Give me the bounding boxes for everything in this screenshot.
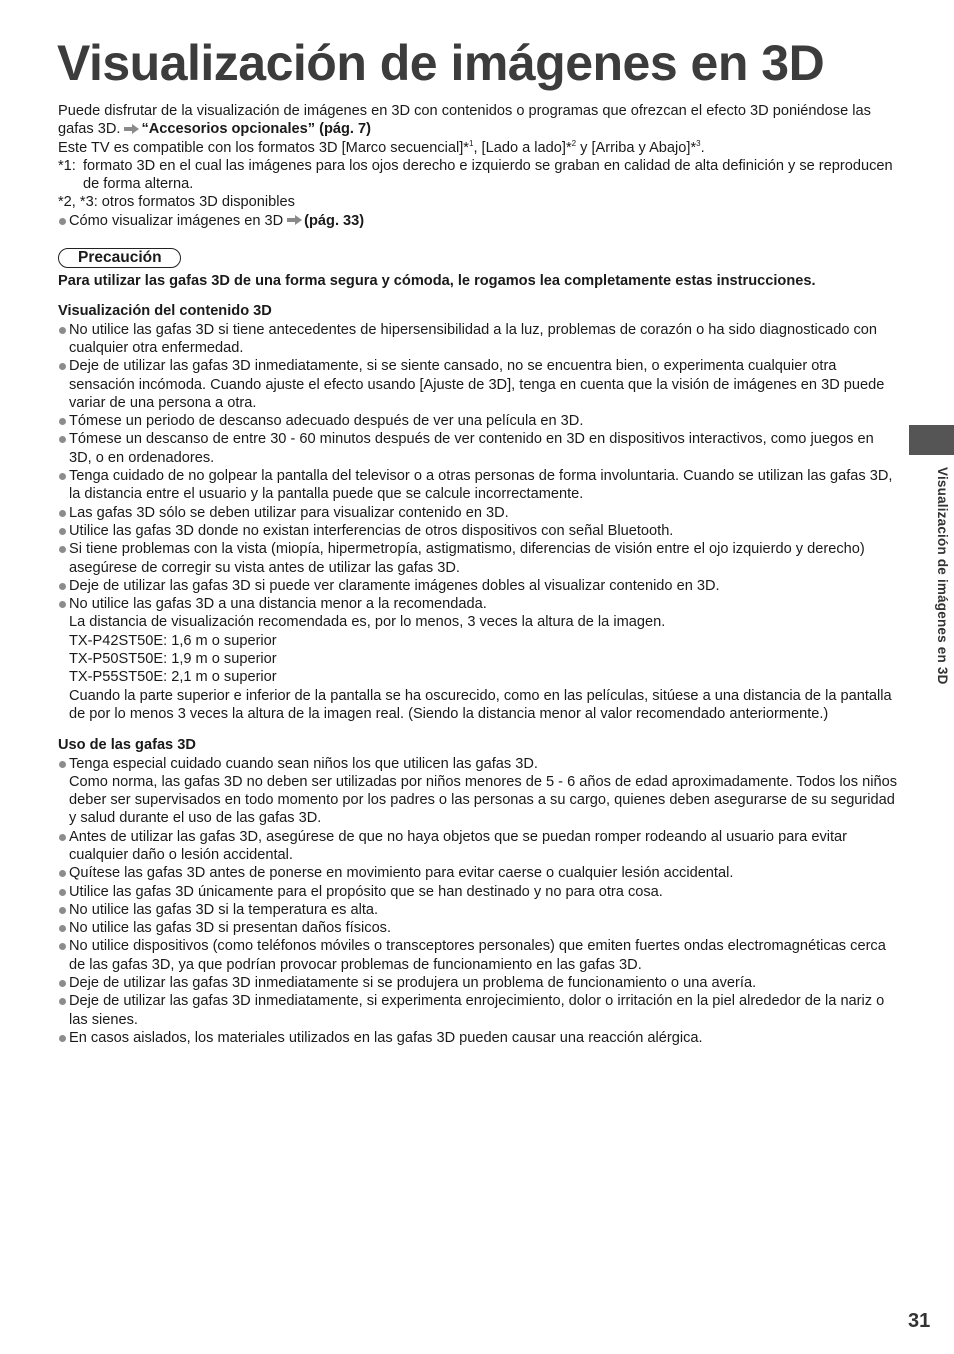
- footnote-ref-1: 1: [468, 138, 474, 148]
- list-item: Las gafas 3D sólo se deben utilizar para visualizar contenido en 3D.: [58, 504, 900, 522]
- distance-note: La distancia de visualización recomendada es, por lo menos, 3 veces la altura de la imagen.: [69, 614, 666, 631]
- list-item: Quítese las gafas 3D antes de ponerse en movimiento para evitar caerse o cualquier lesión accidental.: [58, 864, 900, 882]
- precaution-badge: Precaución: [58, 248, 181, 268]
- bullet-icon: [58, 522, 69, 540]
- footnote-text: formato 3D en el cual las imágenes para los ojos derecho e izquierdo se graban en calidad de alta definición y se reproducen de forma alterna.: [83, 157, 893, 193]
- children-note: Como norma, las gafas 3D no deben ser utilizadas por niños menores de 5 - 6 años de edad aproximadamente. Todos los niños deber ser supervisados en todo momento por los padres o las personas a su cargo, quienes deben asegurarse de su seguridad y salud durante el uso de las gafas 3D.: [69, 773, 898, 827]
- bullet-icon: [58, 467, 69, 504]
- footnote-ref-2: 2: [571, 138, 577, 148]
- section-tab: [909, 425, 954, 455]
- page-title: Visualización de imágenes en 3D: [57, 35, 825, 91]
- list-item: Si tiene problemas con la vista (miopía, hipermetropía, astigmatismo, diferencias de visión entre el ojo izquierdo y derecho) asegúrese de corregir su vista antes de utilizar las gafas 3D.: [58, 540, 900, 577]
- howto-page-link[interactable]: (pág. 33): [304, 212, 365, 229]
- bullet-icon: [58, 864, 69, 882]
- howto-text: Cómo visualizar imágenes en 3D: [69, 212, 284, 229]
- bullet-icon: [58, 577, 69, 595]
- footnote-mark: *1:: [58, 157, 76, 174]
- format-text-c: y [Arriba y Abajo]*: [576, 139, 697, 156]
- list-item: Tómese un periodo de descanso adecuado después de ver una película en 3D.: [58, 412, 900, 430]
- list-item: Utilice las gafas 3D donde no existan interferencias de otros dispositivos con señal Bluetooth.: [58, 522, 900, 540]
- footnote-1: [58, 157, 900, 194]
- list-item: Deje de utilizar las gafas 3D inmediatamente si se produjera un problema de funcionamiento o una avería.: [58, 974, 900, 992]
- list-item: Tenga especial cuidado cuando sean niños los que utilicen las gafas 3D.: [58, 755, 900, 773]
- format-text-b: , [Lado a lado]*: [473, 139, 572, 156]
- list-item: No utilice las gafas 3D si tiene antecedentes de hipersensibilidad a la luz, problemas de corazón o ha sido diagnosticado con cualquier otra enfermedad.: [58, 321, 900, 358]
- bullet-icon: [58, 540, 69, 577]
- bullet-icon: [58, 974, 69, 992]
- bullet-icon: [58, 992, 69, 1029]
- bullet-icon: [58, 1029, 69, 1047]
- bullet-icon: [58, 321, 69, 358]
- intro-text: Puede disfrutar de la visualización de imágenes en 3D con contenidos o programas que ofrezcan el efecto 3D poniéndose las gafas 3D.: [58, 103, 871, 138]
- list-item: Tenga cuidado de no golpear la pantalla del televisor o a otras personas de forma involuntaria. Cuando se utilizan las gafas 3D, la distancia entre el usuario y la pantalla puede que se calcule incorrectamente.: [58, 467, 900, 504]
- bullet-icon: [58, 357, 69, 412]
- list-item: Antes de utilizar las gafas 3D, asegúrese de que no haya objetos que se puedan romper rodeando al usuario para evitar cualquier daño o lesión accidental.: [58, 828, 900, 865]
- list-item: No utilice las gafas 3D a una distancia menor a la recomendada.: [58, 595, 900, 613]
- howto-item: [58, 212, 900, 230]
- bullet-icon: [58, 883, 69, 901]
- footnote-2-3: *2, *3: otros formatos 3D disponibles: [58, 194, 295, 211]
- list-item: Deje de utilizar las gafas 3D inmediatamente, si se siente cansado, no se encuentra bien, o experimenta cualquier otra sensación incómoda. Cuando ajuste el efecto usando [Ajuste de 3D], tenga en cuenta que la visión de imágenes en 3D puede variar de una persona a otra.: [58, 357, 900, 412]
- distance-note-dark-bars: Cuando la parte superior e inferior de la pantalla se ha oscurecido, como en las películas, sitúese a una distancia de la pantalla de por lo menos 3 veces la altura de la imagen real. (Siendo la distancia menor al valor recomendado anteriormente.): [69, 687, 892, 722]
- bullet-icon: [58, 937, 69, 974]
- bullet-icon: [58, 504, 69, 522]
- model-distance: TX-P50ST50E: 1,9 m o superior: [69, 651, 277, 668]
- intro-paragraph: [58, 102, 900, 139]
- bullet-icon: [58, 919, 69, 937]
- bullet-icon: [58, 412, 69, 430]
- section-heading-3d-content: Visualización del contenido 3D: [58, 303, 272, 320]
- list-item: No utilice dispositivos (como teléfonos móviles o transceptores personales) que emiten fuertes ondas electromagnéticas cerca de las gafas 3D, ya que podrían provocar problemas de funcionamiento en las gafas 3D.: [58, 937, 900, 974]
- list-item: No utilice las gafas 3D si presentan daños físicos.: [58, 919, 900, 937]
- arrow-right-icon: [287, 215, 302, 225]
- bullet-icon: [58, 430, 69, 467]
- bullet-icon: [58, 755, 69, 773]
- precaution-warning: Para utilizar las gafas 3D de una forma segura y cómoda, le rogamos lea completamente estas instrucciones.: [58, 273, 816, 290]
- side-section-label: Visualización de imágenes en 3D: [935, 467, 950, 685]
- bullet-icon: [58, 212, 69, 230]
- bullet-icon: [58, 595, 69, 613]
- main-content: [58, 102, 900, 1047]
- list-item: En casos aislados, los materiales utilizados en las gafas 3D pueden causar una reacción alérgica.: [58, 1029, 900, 1047]
- model-distance: TX-P55ST50E: 2,1 m o superior: [69, 669, 277, 686]
- list-item: Deje de utilizar las gafas 3D inmediatamente, si experimenta enrojecimiento, dolor o irritación en la piel alrededor de la nariz o las sienes.: [58, 992, 900, 1029]
- format-compat-line: [58, 139, 900, 157]
- list-item: No utilice las gafas 3D si la temperatura es alta.: [58, 901, 900, 919]
- accessories-link[interactable]: “Accesorios opcionales” (pág. 7): [141, 121, 371, 138]
- page-number: 31: [908, 1310, 931, 1332]
- model-distance: TX-P42ST50E: 1,6 m o superior: [69, 632, 277, 649]
- list-item: Tómese un descanso de entre 30 - 60 minutos después de ver contenido en 3D en dispositivos interactivos, como juegos en 3D, o en ordenadores.: [58, 430, 900, 467]
- bullet-icon: [58, 901, 69, 919]
- section2-list: [58, 755, 900, 1048]
- list-item: Utilice las gafas 3D únicamente para el propósito que se han destinado y no para otra cosa.: [58, 883, 900, 901]
- section1-list: [58, 321, 900, 724]
- footnote-ref-3: 3: [696, 138, 701, 148]
- list-item: Deje de utilizar las gafas 3D si puede ver claramente imágenes dobles al visualizar contenido en 3D.: [58, 577, 900, 595]
- arrow-right-icon: [124, 124, 139, 134]
- section-heading-glasses-use: Uso de las gafas 3D: [58, 737, 196, 754]
- format-text-d: .: [700, 139, 705, 156]
- bullet-icon: [58, 828, 69, 865]
- format-text-a: Este TV es compatible con los formatos 3D [Marco secuencial]*: [58, 139, 469, 156]
